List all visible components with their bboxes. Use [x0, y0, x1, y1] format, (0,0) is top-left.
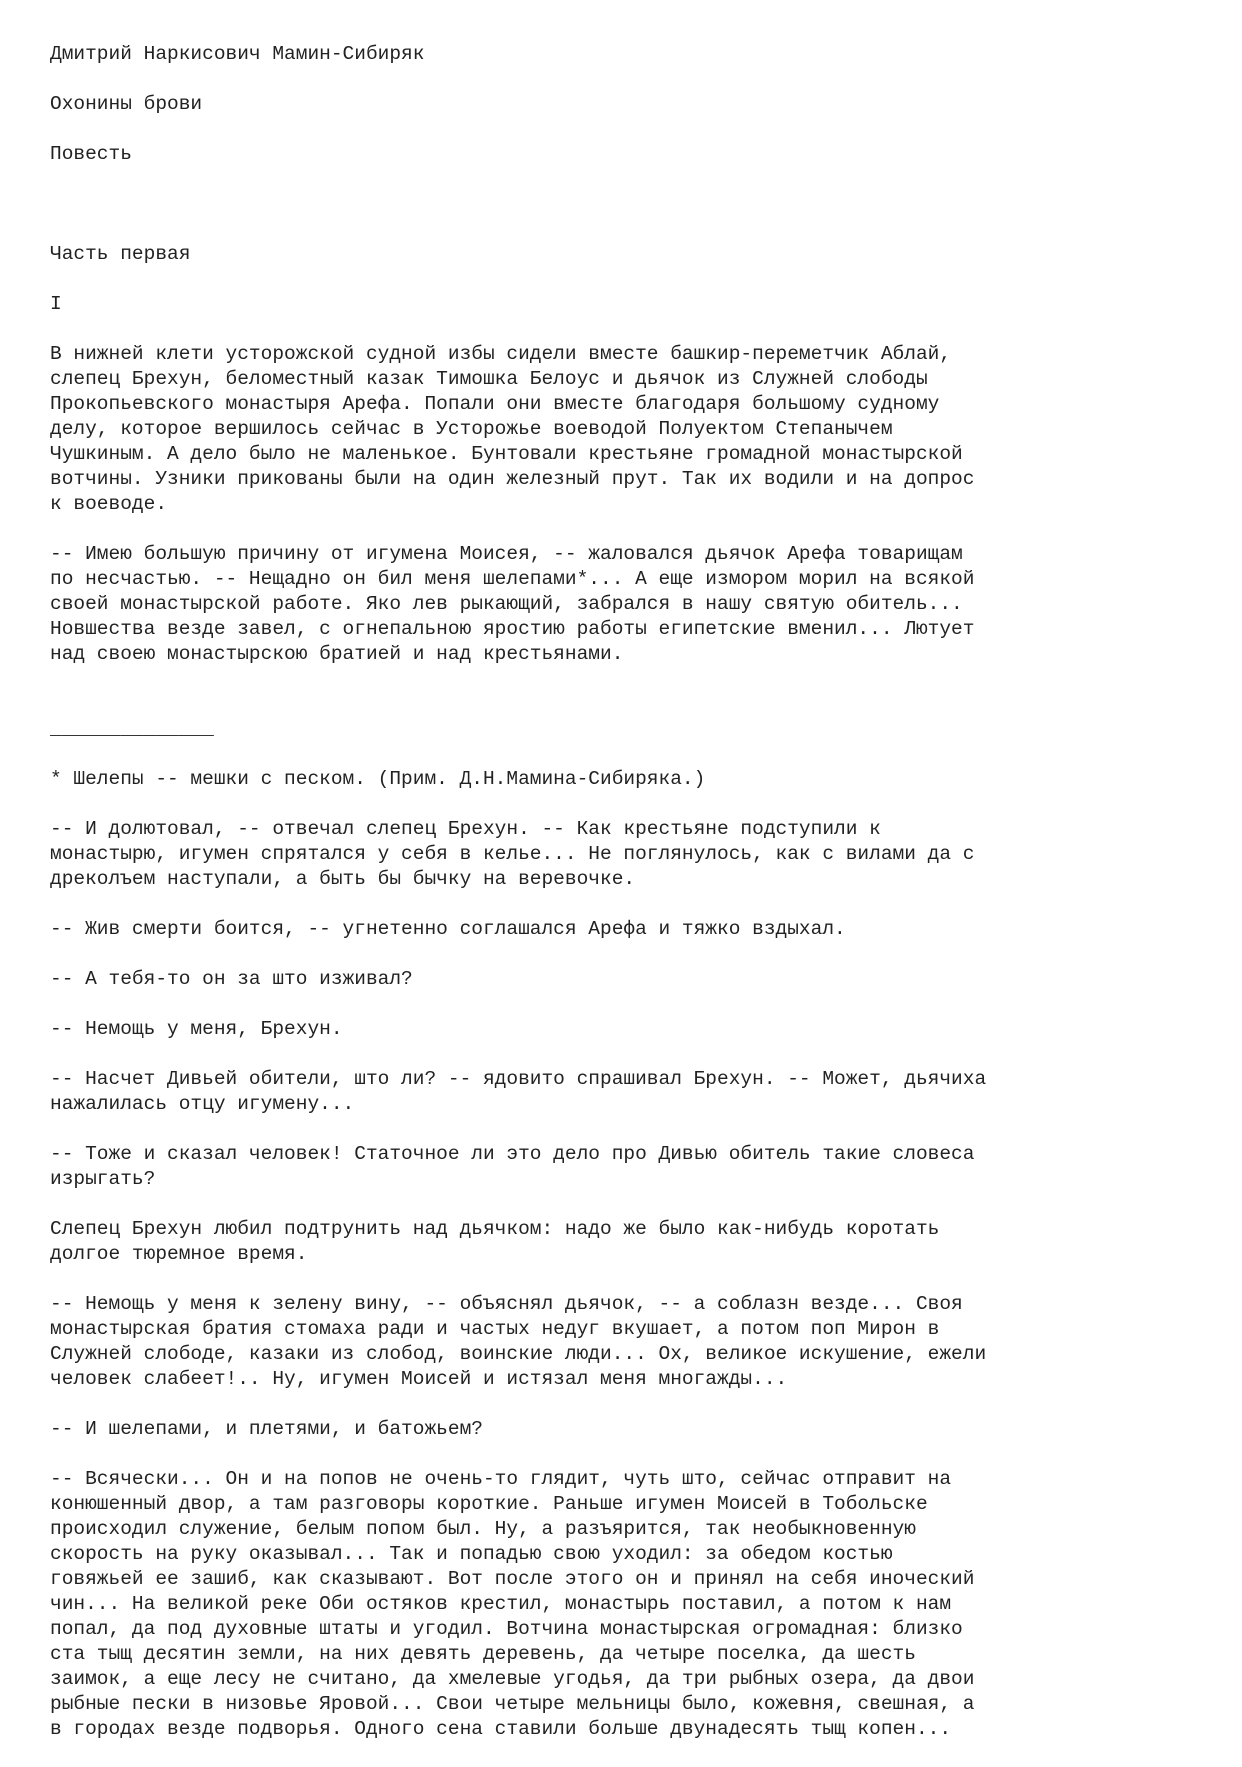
author-line: Дмитрий Наркисович Мамин-Сибиряк [50, 43, 425, 65]
text-line: скорость на руку оказывал... Так и попадью свою уходил: за обедом костью [50, 1543, 893, 1565]
text-line: нажалилась отцу игумену... [50, 1093, 355, 1115]
text-line: чин... На великой реке Оби остяков крестил, монастырь поставил, а потом к нам [50, 1593, 952, 1615]
text-line: долгое тюремное время. [50, 1243, 308, 1265]
text-line: говяжьей ее зашиб, как сказывают. Вот после этого он и принял на себя иноческий [50, 1568, 975, 1590]
text-line: -- Жив смерти боится, -- угнетенно соглашался Арефа и тяжко вздыхал. [50, 918, 846, 940]
body-text-after-note [50, 817, 1150, 1742]
text-line: В нижней клети усторожской судной избы сидели вместе башкир-переметчик Аблай, [50, 343, 952, 365]
text-line: над своею монастырскою братией и над крестьянами. [50, 643, 624, 665]
paragraph [50, 1467, 1150, 1742]
paragraph [50, 1017, 1150, 1042]
paragraph [50, 342, 1150, 517]
spacer [50, 692, 1150, 717]
text-line: вотчины. Узники прикованы были на один железный прут. Так их водили и на допрос [50, 468, 975, 490]
text-line: Прокопьевского монастыря Арефа. Попали они вместе благодаря большому судному [50, 393, 940, 415]
text-line: Слепец Брехун любил подтрунить над дьячком: надо же было как-нибудь коротать [50, 1218, 940, 1240]
text-line: -- И шелепами, и плетями, и батожьем? [50, 1418, 483, 1440]
text-line: -- А тебя-то он за што изживал? [50, 968, 413, 990]
text-line: Новшества везде завел, с огнепальною яростию работы египетские вменил... Лютует [50, 618, 975, 640]
genre-line: Повесть [50, 143, 132, 165]
paragraph [50, 967, 1150, 992]
text-line: -- Немощь у меня к зелену вину, -- объяснял дьячок, -- а соблазн везде... Своя [50, 1293, 963, 1315]
text-line: Служней слободе, казаки из слобод, воинские люди... Ох, великое искушение, ежели [50, 1343, 987, 1365]
book-title: Охонины брови [50, 93, 203, 115]
document-page [50, 42, 1150, 1767]
text-line: человек слабеет!.. Ну, игумен Моисей и истязал меня многажды... [50, 1368, 788, 1390]
paragraph [50, 917, 1150, 942]
text-line: -- Немощь у меня, Брехун. [50, 1018, 343, 1040]
text-line: конюшенный двор, а там разговоры короткие. Раньше игумен Моисей в Тобольске [50, 1493, 928, 1515]
paragraph [50, 1142, 1150, 1192]
text-line: к воеводе. [50, 493, 168, 515]
text-line: заимок, а еще лесу не считано, да хмелевые угодья, да три рыбных озера, да двои [50, 1668, 975, 1690]
part-heading: Часть первая [50, 243, 191, 265]
text-line: в городах везде подворья. Одного сена ставили больше двунадесять тыщ копен... [50, 1718, 952, 1740]
paragraph [50, 1292, 1150, 1392]
text-line: монастырю, игумен спрятался у себя в келье... Не поглянулось, как с вилами да с [50, 843, 975, 865]
text-line: слепец Брехун, беломестный казак Тимошка Белоус и дьячок из Служней слободы [50, 368, 928, 390]
text-line: Чушкиным. А дело было не маленькое. Бунтовали крестьяне громадной монастырской [50, 443, 963, 465]
text-line: делу, которое вершилось сейчас в Усторожье воеводой Полуектом Степанычем [50, 418, 893, 440]
text-line: происходил служение, белым попом был. Ну, а разъярится, так необыкновенную [50, 1518, 916, 1540]
text-line: -- Тоже и сказал человек! Статочное ли это дело про Дивью обитель такие словеса [50, 1143, 975, 1165]
text-line: -- И долютовал, -- отвечал слепец Брехун. -- Как крестьяне подступили к [50, 818, 881, 840]
footnote-separator: ______________ [50, 718, 214, 740]
text-line: дреколъем наступали, а быть бы бычку на веревочке. [50, 868, 636, 890]
paragraph [50, 817, 1150, 892]
text-line: изрыгать? [50, 1168, 156, 1190]
text-line: -- Имею большую причину от игумена Моисея, -- жаловался дьячок Арефа товарищам [50, 543, 963, 565]
text-line: попал, да под духовные штаты и угодил. Вотчина монастырская огромадная: близко [50, 1618, 963, 1640]
footnote: * Шелепы -- мешки с песком. (Прим. Д.Н.Мамина-Сибиряка.) [50, 768, 706, 790]
text-line: своей монастырской работе. Яко лев рыкающий, забрался в нашу святую обитель... [50, 593, 963, 615]
text-line: ста тыщ десятин земли, на них девять деревень, да четыре поселка, да шесть [50, 1643, 916, 1665]
text-line: -- Насчет Дивьей обители, што ли? -- ядовито спрашивал Брехун. -- Может, дьячиха [50, 1068, 987, 1090]
paragraph [50, 1217, 1150, 1267]
chapter-heading: I [50, 293, 62, 315]
body-text-before-note [50, 342, 1150, 667]
spacer [50, 167, 1150, 242]
paragraph [50, 542, 1150, 667]
paragraph [50, 1417, 1150, 1442]
text-line: рыбные пески в низовье Яровой... Свои четыре мельницы было, кожевня, свешная, а [50, 1693, 975, 1715]
text-line: по несчастью. -- Нещадно он бил меня шелепами*... А еще измором морил на всякой [50, 568, 975, 590]
paragraph [50, 1067, 1150, 1117]
text-line: монастырская братия стомаха ради и частых недуг вкушает, а потом поп Мирон в [50, 1318, 940, 1340]
text-line: -- Всячески... Он и на попов не очень-то глядит, чуть што, сейчас отправит на [50, 1468, 952, 1490]
